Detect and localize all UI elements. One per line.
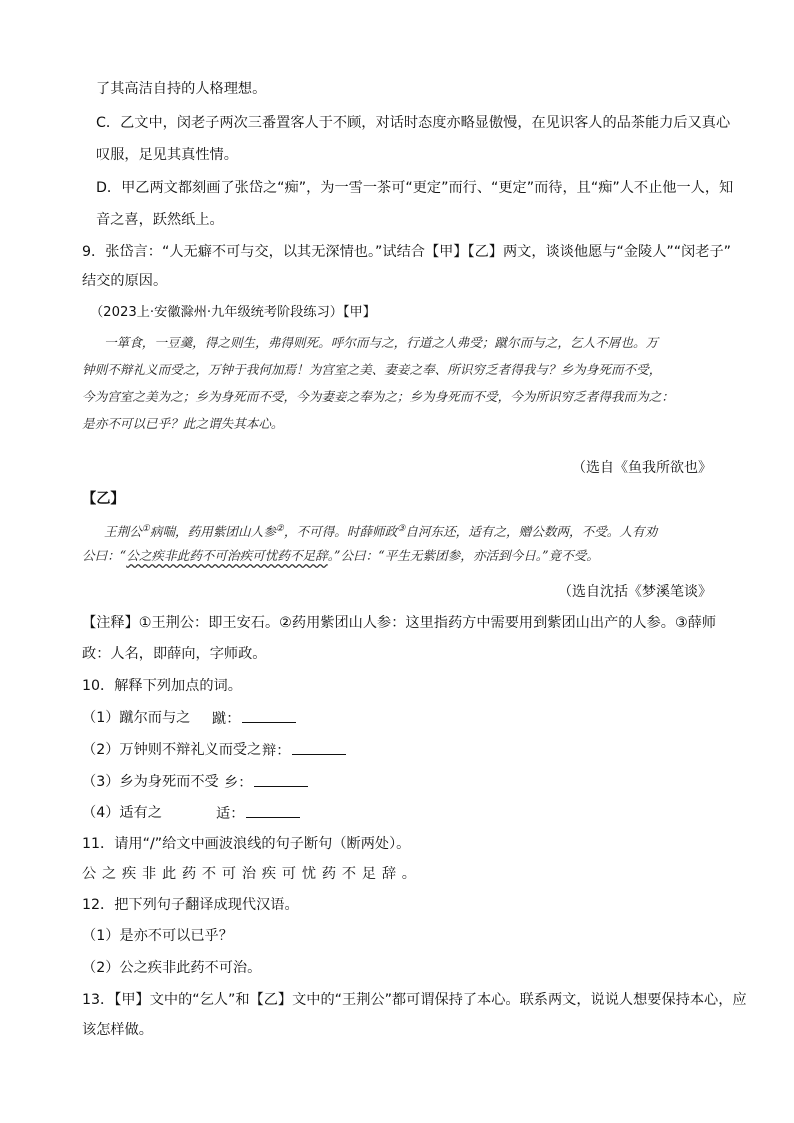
item-phrase: 万钟则不辩礼义而受之: [119, 742, 262, 758]
item-word: 适：: [216, 806, 245, 822]
item-number: （4）: [82, 805, 120, 821]
question-12-item-2: （2）公之疾非此药不可治。: [82, 960, 262, 976]
passage-yi-text: 。”公曰：“平生无紫团参，亦活到今日。”竟不受。: [327, 548, 599, 563]
question-10-item-2: [82, 740, 261, 760]
item-number: （2）: [82, 742, 120, 758]
passage-jia-source: （选自《鱼我所欲也》: [572, 460, 712, 476]
answer-blank[interactable]: [246, 803, 300, 818]
footnote-marker: ①: [141, 524, 150, 534]
passage-jia-line2: 钟则不辩礼义而受之，万钟于我何加焉！为宫室之美、妻妾之奉、所识穷乏者得我与？乡为身死而不受，: [82, 362, 662, 377]
notes-line1: 【注释】①王荆公：即王安石。②药用紫团山人参：这里指药方中需要用到紫团山出产的人参。③薛师: [82, 615, 717, 631]
item-phrase: 适有之: [119, 805, 162, 821]
question-9-line2: 结交的原因。: [82, 273, 168, 289]
passage-yi-text: 病喘，药用紫团山人参: [149, 524, 276, 540]
question-13-line1: 13．【甲】文中的“乞人”和【乙】文中的“王荆公”都可谓保持了本心。联系两文，说说人想要保持本心，应: [82, 992, 747, 1008]
item-phrase: 乡为身死而不受: [119, 774, 219, 790]
passage-jia-line1: 一箪食，一豆羹，得之则生，弗得则死。呼尔而与之，行道之人弗受；蹴尔而与之，乞人不屑也。万: [104, 335, 659, 350]
option-b-end: 了其高洁自持的人格理想。: [96, 81, 267, 97]
item-number: （1）: [82, 710, 120, 726]
passage-jia-header: （2023上·安徽滁州·九年级统考阶段练习）【甲】: [90, 305, 376, 320]
answer-blank[interactable]: [254, 772, 308, 787]
passage-yi-text: ，不可得。时薛师政: [283, 524, 398, 540]
question-10-stem: 10．解释下列加点的词。: [82, 678, 242, 694]
passage-yi-header: 【乙】: [82, 491, 125, 507]
passage-jia-line4: 是亦不可以已乎？此之谓失其本心。: [82, 416, 284, 431]
passage-yi-line2: [82, 546, 599, 566]
item-word: 蹴：: [212, 711, 241, 727]
option-d-line2: 音之喜，跃然纸上。: [96, 212, 224, 228]
passage-yi-line1: [104, 519, 657, 542]
question-10-answer-1: [212, 708, 296, 729]
passage-yi-text: 自河东还，适有之，赠公数两，不受。人有劝: [405, 524, 658, 540]
question-13-line2: 该怎样做。: [82, 1022, 153, 1038]
wavy-underlined-sentence: 公之疾非此药不可治疾可忧药不足辞: [126, 548, 328, 563]
option-d-line1: D．甲乙两文都刻画了张岱之“痴”，为一雪一茶可“更定”而行、“更定”而待，且“痴”人不止他一人，知: [96, 180, 734, 196]
option-c-line1: C．乙文中，闵老子两次三番置客人于不顾，对话时态度亦略显傲慢，在见识客人的品茶能力后又真心: [96, 115, 731, 131]
passage-yi-source: （选自沈括《梦溪笔谈》: [558, 584, 712, 600]
answer-blank[interactable]: [292, 740, 346, 755]
footnote-marker: ③: [397, 524, 406, 534]
question-12-item-1: （1）是亦不可以已乎？: [82, 928, 233, 944]
question-11-sentence: 公之疾非此药不可治疾可忧药不足辞。: [82, 866, 422, 882]
question-10-item-3: [82, 772, 219, 792]
option-c-line2: 叹服，足见其真性情。: [96, 147, 238, 163]
question-10-item-4: [82, 803, 162, 823]
item-word: 辩：: [262, 743, 291, 759]
question-10-answer-3: [224, 772, 308, 793]
item-word: 乡：: [224, 775, 253, 791]
passage-yi-text: 王荆公: [104, 524, 142, 540]
question-12-stem: 12．把下列句子翻译成现代汉语。: [82, 897, 299, 913]
question-10-item-1: [82, 708, 190, 728]
question-10-answer-2: [262, 740, 346, 761]
footnote-marker: ②: [275, 524, 284, 534]
passage-jia-line3: 今为宫室之美为之；乡为身死而不受，今为妻妾之奉为之；乡为身死而不受，今为所识穷乏者得我而为之：: [82, 389, 674, 404]
passage-yi-text: 公曰：“: [82, 548, 127, 563]
notes-line2: 政：人名，即薛向，字师政。: [82, 646, 267, 662]
item-phrase: 蹴尔而与之: [119, 710, 191, 726]
question-9-line1: 9．张岱言：“人无癖不可与交，以其无深情也。”试结合【甲】【乙】两文，谈谈他愿与“金陵人”“闵老子”: [82, 244, 731, 260]
question-10-answer-4: [216, 803, 300, 824]
item-number: （3）: [82, 774, 120, 790]
answer-blank[interactable]: [242, 708, 296, 723]
question-11-stem: 11．请用“/”给文中画波浪线的句子断句（断两处）。: [82, 836, 411, 852]
